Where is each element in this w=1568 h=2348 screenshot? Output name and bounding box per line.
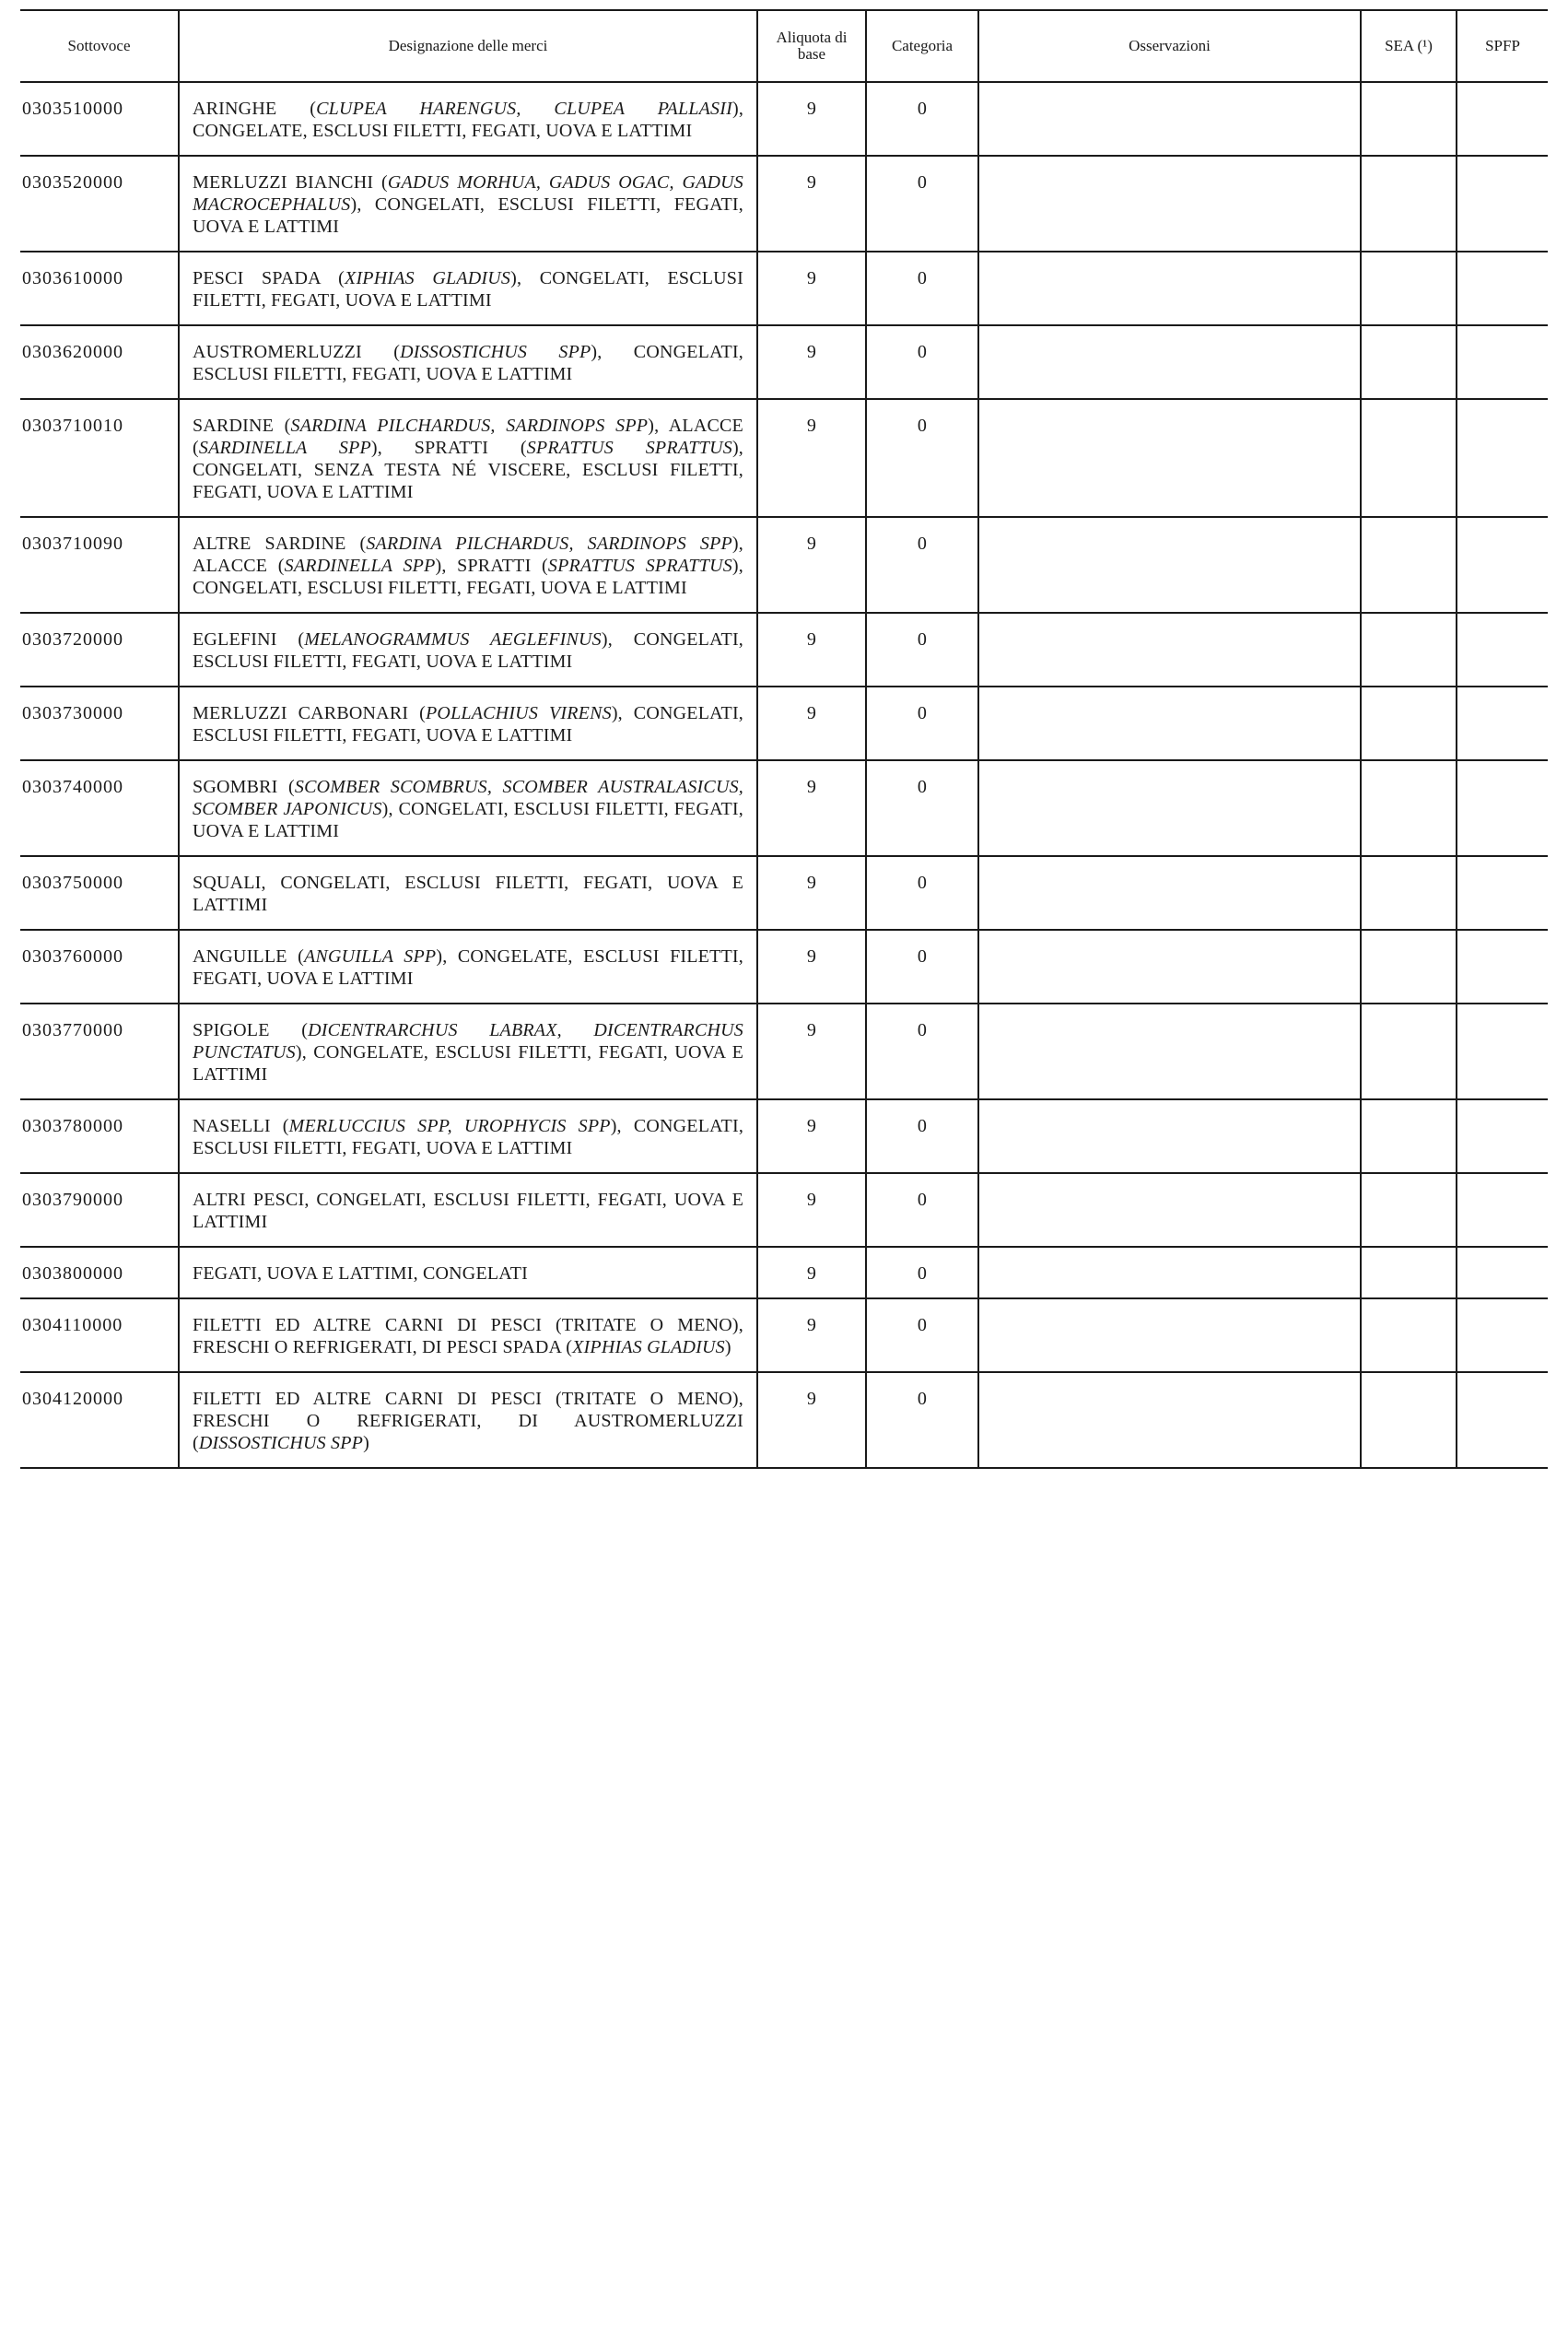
code-cell: 0303770000 xyxy=(20,1004,179,1099)
scientific-name: DISSOSTICHUS SPP xyxy=(198,1433,364,1453)
spfp-cell xyxy=(1457,760,1548,856)
header-remarks: Osservazioni xyxy=(978,10,1361,82)
description-text: ), CONGELATI, ESCLUSI FILETTI, FEGATI, UOVA E LATTIMI xyxy=(193,703,744,745)
code-cell: 0303750000 xyxy=(20,856,179,930)
description-cell xyxy=(179,325,757,399)
scientific-name: GADUS MORHUA, GADUS OGAC, GADUS MACROCEPHALUS xyxy=(193,172,743,215)
sea-cell xyxy=(1361,82,1457,156)
table-header-row xyxy=(20,10,1548,82)
spfp-cell xyxy=(1457,517,1548,613)
description-cell xyxy=(179,517,757,613)
scientific-name: XIPHIAS GLADIUS xyxy=(345,268,511,288)
category-cell: 0 xyxy=(866,760,978,856)
description-text: ), SPRATTI ( xyxy=(435,556,548,576)
remarks-cell xyxy=(978,687,1361,760)
scientific-name: MELANOGRAMMUS AEGLEFINUS xyxy=(304,629,602,650)
table-row xyxy=(20,930,1548,1004)
code-cell: 0303520000 xyxy=(20,156,179,252)
base-rate-cell: 9 xyxy=(757,1247,866,1298)
scientific-name: SARDINA PILCHARDUS, SARDINOPS SPP xyxy=(290,416,649,436)
description-text: AUSTROMERLUZZI ( xyxy=(193,342,401,362)
description-cell xyxy=(179,1004,757,1099)
description-cell xyxy=(179,1247,757,1298)
scientific-name: SARDINA PILCHARDUS, SARDINOPS SPP xyxy=(366,534,732,554)
remarks-cell xyxy=(978,82,1361,156)
remarks-cell xyxy=(978,517,1361,613)
description-text: ) xyxy=(363,1433,369,1453)
description-text: EGLEFINI ( xyxy=(193,629,305,650)
description-text: ), ALACCE ( xyxy=(193,534,743,576)
sea-cell xyxy=(1361,687,1457,760)
header-code: Sottovoce xyxy=(20,10,179,82)
description-text: ), ALACCE ( xyxy=(193,416,743,458)
description-cell xyxy=(179,760,757,856)
description-cell xyxy=(179,856,757,930)
base-rate-cell: 9 xyxy=(757,252,866,325)
description-cell xyxy=(179,1298,757,1372)
description-text: MERLUZZI CARBONARI ( xyxy=(193,703,427,723)
code-cell: 0303710010 xyxy=(20,399,179,517)
remarks-cell xyxy=(978,156,1361,252)
scientific-name: DICENTRARCHUS LABRAX, DICENTRARCHUS PUNCTATUS xyxy=(193,1020,743,1062)
sea-cell xyxy=(1361,856,1457,930)
code-cell: 0303620000 xyxy=(20,325,179,399)
code-cell: 0303720000 xyxy=(20,613,179,687)
spfp-cell xyxy=(1457,399,1548,517)
code-cell: 0303760000 xyxy=(20,930,179,1004)
base-rate-cell: 9 xyxy=(757,517,866,613)
table-row xyxy=(20,1247,1548,1298)
code-cell: 0303510000 xyxy=(20,82,179,156)
header-category: Categoria xyxy=(866,10,978,82)
sea-cell xyxy=(1361,1298,1457,1372)
base-rate-cell: 9 xyxy=(757,613,866,687)
scientific-name: SARDINELLA SPP xyxy=(198,438,371,458)
sea-cell xyxy=(1361,517,1457,613)
code-cell: 0303780000 xyxy=(20,1099,179,1173)
description-text: FEGATI, UOVA E LATTIMI, CONGELATI xyxy=(193,1263,528,1284)
remarks-cell xyxy=(978,1247,1361,1298)
base-rate-cell: 9 xyxy=(757,1004,866,1099)
table-row xyxy=(20,399,1548,517)
remarks-cell xyxy=(978,252,1361,325)
base-rate-cell: 9 xyxy=(757,325,866,399)
description-cell xyxy=(179,1372,757,1468)
category-cell: 0 xyxy=(866,856,978,930)
category-cell: 0 xyxy=(866,1173,978,1247)
spfp-cell xyxy=(1457,856,1548,930)
scientific-name: MERLUCCIUS SPP, UROPHYCIS SPP xyxy=(288,1116,611,1136)
remarks-cell xyxy=(978,1004,1361,1099)
description-text: ARINGHE ( xyxy=(193,99,317,119)
description-cell xyxy=(179,399,757,517)
spfp-cell xyxy=(1457,1247,1548,1298)
base-rate-cell: 9 xyxy=(757,856,866,930)
header-sea: SEA (¹) xyxy=(1361,10,1457,82)
category-cell: 0 xyxy=(866,156,978,252)
description-cell xyxy=(179,1099,757,1173)
description-cell xyxy=(179,687,757,760)
table-row xyxy=(20,517,1548,613)
description-cell xyxy=(179,82,757,156)
table-row xyxy=(20,856,1548,930)
description-text: FILETTI ED ALTRE CARNI DI PESCI (TRITATE O MENO), FRESCHI O REFRIGERATI, DI PESCI SPADA ( xyxy=(193,1315,743,1357)
description-text: ), CONGELATI, SENZA TESTA NÉ VISCERE, ESCLUSI FILETTI, FEGATI, UOVA E LATTIMI xyxy=(193,438,743,502)
category-cell: 0 xyxy=(866,325,978,399)
description-text: ALTRI PESCI, CONGELATI, ESCLUSI FILETTI, FEGATI, UOVA E LATTIMI xyxy=(193,1190,743,1232)
sea-cell xyxy=(1361,252,1457,325)
category-cell: 0 xyxy=(866,1298,978,1372)
category-cell: 0 xyxy=(866,1372,978,1468)
description-text: SQUALI, CONGELATI, ESCLUSI FILETTI, FEGATI, UOVA E LATTIMI xyxy=(193,873,743,915)
description-text: ), CONGELATE, ESCLUSI FILETTI, FEGATI, UOVA E LATTIMI xyxy=(193,99,744,141)
table-row xyxy=(20,1372,1548,1468)
table-row xyxy=(20,82,1548,156)
table-row xyxy=(20,1298,1548,1372)
table-row xyxy=(20,613,1548,687)
category-cell: 0 xyxy=(866,930,978,1004)
description-text: ), CONGELATI, ESCLUSI FILETTI, FEGATI, UOVA E LATTIMI xyxy=(193,342,743,384)
scientific-name: ANGUILLA SPP xyxy=(304,946,437,967)
description-text: ), CONGELATI, ESCLUSI FILETTI, FEGATI, UOVA E LATTIMI xyxy=(193,629,743,672)
base-rate-cell: 9 xyxy=(757,1372,866,1468)
scientific-name: CLUPEA HARENGUS, CLUPEA PALLASII xyxy=(316,99,732,119)
spfp-cell xyxy=(1457,82,1548,156)
category-cell: 0 xyxy=(866,613,978,687)
category-cell: 0 xyxy=(866,1099,978,1173)
header-base-rate: Aliquota di base xyxy=(757,10,866,82)
remarks-cell xyxy=(978,325,1361,399)
sea-cell xyxy=(1361,1173,1457,1247)
remarks-cell xyxy=(978,1298,1361,1372)
sea-cell xyxy=(1361,613,1457,687)
description-text: ALTRE SARDINE ( xyxy=(193,534,367,554)
spfp-cell xyxy=(1457,1298,1548,1372)
description-text: SARDINE ( xyxy=(193,416,291,436)
base-rate-cell: 9 xyxy=(757,1099,866,1173)
category-cell: 0 xyxy=(866,687,978,760)
description-cell xyxy=(179,613,757,687)
scientific-name: SPRATTUS SPRATTUS xyxy=(547,556,732,576)
code-cell: 0303800000 xyxy=(20,1247,179,1298)
category-cell: 0 xyxy=(866,399,978,517)
spfp-cell xyxy=(1457,325,1548,399)
description-text: PESCI SPADA ( xyxy=(193,268,345,288)
spfp-cell xyxy=(1457,1099,1548,1173)
remarks-cell xyxy=(978,399,1361,517)
code-cell: 0303610000 xyxy=(20,252,179,325)
table-row xyxy=(20,252,1548,325)
description-text: SPIGOLE ( xyxy=(193,1020,309,1040)
description-text: ), CONGELATI, ESCLUSI FILETTI, FEGATI, UOVA E LATTIMI xyxy=(193,799,743,841)
code-cell: 0303740000 xyxy=(20,760,179,856)
code-cell: 0303790000 xyxy=(20,1173,179,1247)
table-row xyxy=(20,760,1548,856)
remarks-cell xyxy=(978,760,1361,856)
description-text: ), CONGELATI, ESCLUSI FILETTI, FEGATI, UOVA E LATTIMI xyxy=(193,1116,744,1158)
base-rate-cell: 9 xyxy=(757,156,866,252)
description-text: ), CONGELATI, ESCLUSI FILETTI, FEGATI, UOVA E LATTIMI xyxy=(193,556,743,598)
description-cell xyxy=(179,930,757,1004)
description-text: ), SPRATTI ( xyxy=(370,438,527,458)
description-cell xyxy=(179,156,757,252)
description-text: ), CONGELATI, ESCLUSI FILETTI, FEGATI, UOVA E LATTIMI xyxy=(193,268,743,311)
description-cell xyxy=(179,252,757,325)
code-cell: 0304120000 xyxy=(20,1372,179,1468)
sea-cell xyxy=(1361,930,1457,1004)
description-text: NASELLI ( xyxy=(193,1116,289,1136)
header-spfp: SPFP xyxy=(1457,10,1548,82)
spfp-cell xyxy=(1457,930,1548,1004)
scientific-name: DISSOSTICHUS SPP xyxy=(400,342,591,362)
spfp-cell xyxy=(1457,1372,1548,1468)
sea-cell xyxy=(1361,399,1457,517)
remarks-cell xyxy=(978,856,1361,930)
scientific-name: SPRATTUS SPRATTUS xyxy=(526,438,732,458)
category-cell: 0 xyxy=(866,517,978,613)
code-cell: 0303730000 xyxy=(20,687,179,760)
spfp-cell xyxy=(1457,1004,1548,1099)
sea-cell xyxy=(1361,1099,1457,1173)
spfp-cell xyxy=(1457,687,1548,760)
remarks-cell xyxy=(978,1173,1361,1247)
category-cell: 0 xyxy=(866,1247,978,1298)
base-rate-cell: 9 xyxy=(757,1298,866,1372)
code-cell: 0304110000 xyxy=(20,1298,179,1372)
scientific-name: POLLACHIUS VIRENS xyxy=(426,703,612,723)
description-cell xyxy=(179,1173,757,1247)
sea-cell xyxy=(1361,1247,1457,1298)
category-cell: 0 xyxy=(866,1004,978,1099)
remarks-cell xyxy=(978,613,1361,687)
spfp-cell xyxy=(1457,156,1548,252)
spfp-cell xyxy=(1457,613,1548,687)
remarks-cell xyxy=(978,1372,1361,1468)
table-row xyxy=(20,1004,1548,1099)
base-rate-cell: 9 xyxy=(757,82,866,156)
table-row xyxy=(20,1173,1548,1247)
description-text: MERLUZZI BIANCHI ( xyxy=(193,172,388,193)
description-text: ), CONGELATE, ESCLUSI FILETTI, FEGATI, UOVA E LATTIMI xyxy=(193,1042,743,1085)
table-row xyxy=(20,1099,1548,1173)
spfp-cell xyxy=(1457,252,1548,325)
spfp-cell xyxy=(1457,1173,1548,1247)
description-text: FILETTI ED ALTRE CARNI DI PESCI (TRITATE O MENO), FRESCHI O REFRIGERATI, DI AUSTROMERLUZZI ( xyxy=(193,1389,743,1453)
remarks-cell xyxy=(978,1099,1361,1173)
remarks-cell xyxy=(978,930,1361,1004)
description-text: ), CONGELATE, ESCLUSI FILETTI, FEGATI, UOVA E LATTIMI xyxy=(193,946,743,989)
description-text: ), CONGELATI, ESCLUSI FILETTI, FEGATI, UOVA E LATTIMI xyxy=(193,194,743,237)
base-rate-cell: 9 xyxy=(757,930,866,1004)
tariff-table xyxy=(20,9,1548,1469)
header-description: Designazione delle merci xyxy=(179,10,757,82)
scientific-name: XIPHIAS GLADIUS xyxy=(572,1337,725,1357)
scientific-name: SARDINELLA SPP xyxy=(284,556,436,576)
sea-cell xyxy=(1361,1004,1457,1099)
tariff-document xyxy=(20,9,1548,1469)
category-cell: 0 xyxy=(866,252,978,325)
description-text: ) xyxy=(724,1337,731,1357)
category-cell: 0 xyxy=(866,82,978,156)
sea-cell xyxy=(1361,1372,1457,1468)
table-row xyxy=(20,156,1548,252)
base-rate-cell: 9 xyxy=(757,687,866,760)
scientific-name: SCOMBER SCOMBRUS, SCOMBER AUSTRALASICUS, SCOMBER JAPONICUS xyxy=(193,777,743,819)
base-rate-cell: 9 xyxy=(757,1173,866,1247)
table-row xyxy=(20,687,1548,760)
description-text: ANGUILLE ( xyxy=(193,946,305,967)
base-rate-cell: 9 xyxy=(757,760,866,856)
sea-cell xyxy=(1361,760,1457,856)
code-cell: 0303710090 xyxy=(20,517,179,613)
description-text: SGOMBRI ( xyxy=(193,777,295,797)
table-row xyxy=(20,325,1548,399)
base-rate-cell: 9 xyxy=(757,399,866,517)
sea-cell xyxy=(1361,156,1457,252)
sea-cell xyxy=(1361,325,1457,399)
